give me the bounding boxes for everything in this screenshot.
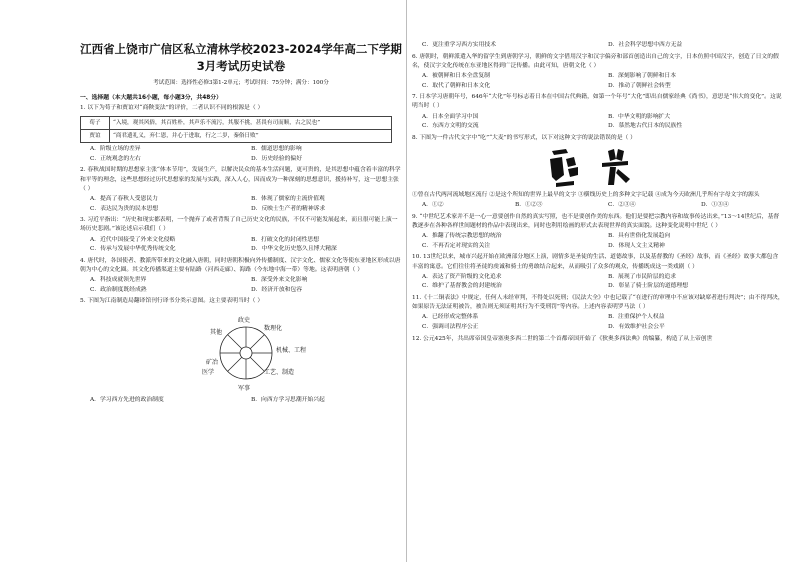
option: C．正统观念的左右 — [90, 155, 141, 162]
option: C．表达民为贵的民本思想 — [90, 205, 159, 212]
cuneiform-glyphs — [544, 145, 664, 189]
question-6-stem: 6. 唐朝时，朝鲜派遣入华的留学生到唐朝学习，朝鲜的文字借用汉字和汉字偏旁和部首创造出自己的文字，日本仿照中国汉字，创造了日文的假名，使汉字文化传统在东亚地区得到广泛传播。由此可知，唐朝文化（ ） — [412, 53, 779, 69]
question-3-options — [80, 236, 402, 255]
question-11-stem: 11.《十二铜表法》中规定，任何人未经审判，不得处以死刑；《民法大全》中也记载了“在进行的审理中不应该对缺席者进行判决”；由不得判决，如果原告无法证明被告，被告则无须证明其行为不受刑罚”等内容。上述内容表明罗马法（ ） — [412, 294, 784, 311]
option: C．维护了基督教会的封建统治 — [422, 283, 502, 290]
exam-title-line1: 江西省上饶市广信区私立清林学校2023-2024学年高二下学期 — [80, 42, 402, 56]
option: A．阶级立场的差异 — [90, 146, 141, 153]
question-9-stem: 9. “中世纪艺术家并不是一心一意要创作自然的真实写照，也不是要创作美的东西。他们是要把宗教内容和故事传达出来，”13～14世纪后，基督教逐步在各种各样世间题材的作品中表现出来，同时也利用绘画的形式去表现世界的真实面貌。这种变化说明中世纪（ ） — [412, 213, 780, 229]
cuneiform-figure — [544, 145, 664, 189]
option: A．学习西方先进的政治制度 — [90, 396, 164, 403]
option: D．反映士生产者的精神诉求 — [251, 205, 326, 212]
option: A．表达了资产阶级的文化追求 — [422, 273, 502, 280]
question-11-options — [412, 313, 784, 332]
option: A．被朝鲜和日本全盘复制 — [422, 73, 490, 79]
table-cell: 贾谊 — [81, 130, 110, 143]
option: B．展现了市民阶层的追求 — [608, 273, 677, 280]
option: C．传承与发展中华优秀传统文化 — [90, 246, 176, 253]
question-7-options — [412, 113, 784, 132]
option: C．取代了朝鲜和日本文化 — [422, 82, 491, 89]
section-heading: 一、选择题（本大题共16小题，每小题3分，共48分） — [80, 95, 222, 101]
wheel-label: 矿冶 — [206, 358, 219, 366]
option: A．日本全面学习中国 — [422, 113, 479, 120]
option: D．慕然地古代日本的民族性 — [608, 123, 683, 130]
wheel-label: 数理化 — [264, 324, 283, 332]
question-5-options — [80, 396, 402, 406]
option: C．东西方文明的交流 — [422, 123, 479, 130]
question-2-options — [80, 195, 402, 214]
option: D．历史经验的偏好 — [251, 155, 303, 162]
option: D．体现人文主义精神 — [608, 242, 665, 249]
option: A．科技成就领先世界 — [90, 277, 147, 284]
option: B．体现了儒家的主流价值观 — [251, 196, 325, 202]
question-7-stem: 7. 日本学习唐朝年号，646年“大化”年号标志着日本在中国古代典籍，如第一个年号“大化”即出自儒家经典《尚书》，意思是“伟大的变化”。这说明当时（ ） — [412, 94, 782, 110]
option: B．向西方学习思潮开始兴起 — [251, 396, 325, 403]
wheel-label: 医学 — [202, 368, 215, 376]
option: C．更注重学习西方实用技术 — [422, 42, 496, 48]
option: D．彰显了骑士阶层的道德理想 — [608, 283, 689, 290]
option: D．中华文化历史悠久且博大精深 — [251, 246, 337, 253]
option: A．推翻了传统宗教思想的统治 — [422, 233, 502, 240]
option: C．②③④ — [608, 202, 636, 209]
question-8-statements: ①曾在古代两河流域地区流行 ②是这个所知的世界上最早的文字 ③横线历史上的多种文字记载 ④成为今天欧洲几乎所有字母文字的源头 — [412, 191, 760, 198]
wheel-label: 其他 — [210, 328, 223, 336]
wheel-label: 政史 — [238, 316, 251, 324]
option: D．经济开放和包容 — [251, 286, 303, 293]
wheel-label: 工艺、制造 — [264, 368, 295, 376]
option: C．不再否定对现实的关注 — [422, 242, 491, 249]
option: B．具有世俗化发展趋向 — [608, 233, 671, 240]
option: A．①② — [422, 202, 444, 209]
column-divider — [406, 0, 407, 562]
question-10-stem: 10. 13世纪以来，城市兴起开始在欧洲部分地区上演，剧情多是圣徒的生活、道德故事，以及基督教的《圣经》故事，而《圣经》故事大都包含丰富的寓意。它们往往将圣徒的虔诚和骑士的勇敢结合起来，从而吸引了众多的观众，传播既成这一类戏剧（ ） — [412, 254, 779, 270]
option: B．深刻影响了朝鲜和日本 — [608, 73, 677, 79]
option: D．①③④ — [701, 202, 729, 209]
left-column — [80, 0, 402, 562]
table-cell: “入境，观其风俗，其百姓朴，其声乐不流污，其服不挑，甚畏有司而顺，古之民也” — [110, 117, 392, 130]
table-row — [81, 130, 392, 143]
right-column — [412, 0, 784, 562]
option: D．有效维护社会公平 — [608, 323, 665, 330]
question-5-stem: 5. 下图为江南制造局翻译馆刊行译书分类示意图。这主要表明当时（ ） — [80, 298, 264, 305]
question-2-stem: 2. 春秋战国时期的思想家主张“体本节用”，发展生产，以解决民众的基本生活问题，更可贵的，是其思想中蕴含着丰富的科学和平等的理念，这些思想经过历代思想家的发展与实践，深入人心，因而成为一种深刻的思想意识，援持补写，这一思想主张（ ） — [80, 167, 401, 192]
wheel-label: 机械、工程 — [276, 346, 307, 354]
question-3-stem: 3. 习近平指出：“历史和现实都表明，一个抛弃了或者背叛了自己历史文化的民族，不仅不可能发展起来，而且很可能上演一场历史悲剧。”该论述启示我们（ ） — [80, 217, 398, 233]
option: A．提高了春秋人受恩民力 — [90, 196, 158, 202]
option: B．儒道思想的影响 — [251, 146, 302, 153]
option: B．中华文明的影响扩大 — [608, 113, 671, 120]
table-cell: 荀子 — [81, 117, 110, 130]
question-1-options — [80, 145, 402, 164]
option: A．近代中国接受了外来文化侵略 — [90, 236, 176, 243]
question-1-table — [80, 116, 392, 143]
option: B．注重保护个人权益 — [608, 314, 665, 321]
exam-info: 考试范围：选择性必修3第1-2单元；考试时间：75分钟；满分：100分 — [153, 80, 329, 86]
question-5-options-continued — [412, 41, 784, 51]
option: C．政治制度既经成熟 — [90, 286, 147, 293]
option: C．强调司法程序公正 — [422, 323, 479, 330]
question-10-options — [412, 273, 784, 292]
question-4-stem: 4. 唐代时，各国使者、教派所带来的文化融入唐朝，同时唐朝积极向外传播制度、汉字文化、儒家文化等使东亚地区形成以唐朝为中心的文化圈。其文化传播渠道主要有陆路（河西走廊）、海路（今东地中海一带）等地。这表明唐朝（ ） — [80, 257, 401, 273]
question-6-options — [412, 72, 784, 91]
question-9-options — [412, 232, 784, 251]
table-row — [81, 117, 392, 130]
question-1-stem: 1. 以下为荀子和贾谊对“商鞅变法”的评价，二者认识不同的根源是（ ） — [80, 105, 264, 111]
question-12-stem: 12. 公元425年，共出席帝国皇帝塞奥多西二世的第二个首都帝国开始了《狄奥多西法典》的编纂，构造了从上帝创世 — [412, 335, 713, 342]
option: D．社会科学思想中西方无益 — [608, 42, 683, 48]
option: A．已经形成完整体系 — [422, 314, 479, 321]
wheel-label: 军事 — [238, 384, 251, 392]
table-cell: “商君遗礼义，弃仁恩，并心于进取，行之二岁，秦俗日败” — [110, 130, 392, 143]
translation-category-diagram — [172, 309, 322, 395]
option: B．①②③ — [515, 202, 543, 209]
question-4-options — [80, 276, 402, 295]
question-8-options — [412, 201, 784, 211]
question-8-stem: 8. 下图为一件古代文字中“吃”“大麦”的书写形式，以下对这种文字的说法错误的是（ ） — [412, 134, 636, 141]
option: B．深受外来文化影响 — [251, 277, 308, 284]
option: B．打破文化的封闭性思想 — [251, 236, 320, 243]
option: D．推动了朝鲜社会转型 — [608, 82, 671, 89]
exam-title-line2: 3月考试历史试卷 — [196, 59, 286, 73]
